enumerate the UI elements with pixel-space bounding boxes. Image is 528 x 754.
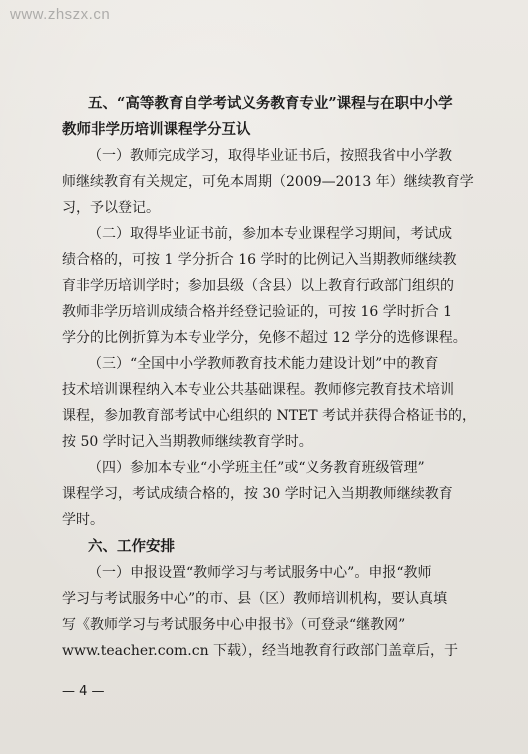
- s5-p2-line3: 育非学历培训学时；参加县级（含县）以上教育行政部门组织的: [62, 278, 454, 294]
- s6-p1-line3: 写《教师学习与考试服务中心申报书》（可登录“继教网”: [62, 617, 406, 633]
- s5-p2-line5: 学分的比例折算为本专业学分，免修不超过 12 学分的选修课程。: [62, 330, 467, 346]
- s5-p1-line3: 习，予以登记。: [62, 200, 160, 216]
- page-number: — 4 —: [62, 684, 105, 699]
- s5-p4-line2: 课程学习，考试成绩合格的，按 30 学时记入当期教师继续教育: [62, 486, 453, 502]
- s5-p1-line1: （一）教师完成学习，取得毕业证书后，按照我省中小学教: [88, 148, 452, 164]
- section5-title-line2: 教师非学历培训课程学分互认: [62, 121, 251, 138]
- s5-p3-line2: 技术培训课程纳入本专业公共基础课程。教师修完教育技术培训: [62, 382, 454, 398]
- s5-p4-line1: （四）参加本专业“小学班主任”或“义务教育班级管理”: [88, 460, 425, 476]
- s6-p1-line2: 学习与考试服务中心”的市、县（区）教师培训机构，要认真填: [62, 591, 448, 607]
- s5-p3-line1: （三）“全国中小学教师教育技术能力建设计划”中的教育: [88, 356, 439, 372]
- s5-p1-line2: 师继续教育有关规定，可免本周期（2009—2013 年）继续教育学: [62, 174, 474, 190]
- s5-p2-line1: （二）取得毕业证书前，参加本专业课程学习期间，考试成: [88, 226, 452, 242]
- s6-p1-line1: （一）申报设置“教师学习与考试服务中心”。申报“教师: [88, 565, 432, 581]
- watermark: www.zhszx.cn: [10, 6, 111, 23]
- s5-p4-line3: 学时。: [62, 512, 104, 528]
- s5-p2-line2: 绩合格的，可按 1 学分折合 16 学时的比例记入当期教师继续教: [62, 252, 457, 268]
- section5-title-line1: 五、“高等教育自学考试义务教育专业”课程与在职中小学: [88, 95, 453, 112]
- section6-title: 六、工作安排: [88, 538, 175, 555]
- s5-p3-line3: 课程，参加教育部考试中心组织的 NTET 考试并获得合格证书的，: [62, 408, 477, 424]
- s5-p3-line4: 按 50 学时记入当期教师继续教育学时。: [62, 434, 313, 450]
- s5-p2-line4: 教师非学历培训成绩合格并经登记验证的，可按 16 学时折合 1: [62, 304, 453, 320]
- s6-p1-line4: www.teacher.com.cn 下载），经当地教育行政部门盖章后，于: [62, 643, 459, 659]
